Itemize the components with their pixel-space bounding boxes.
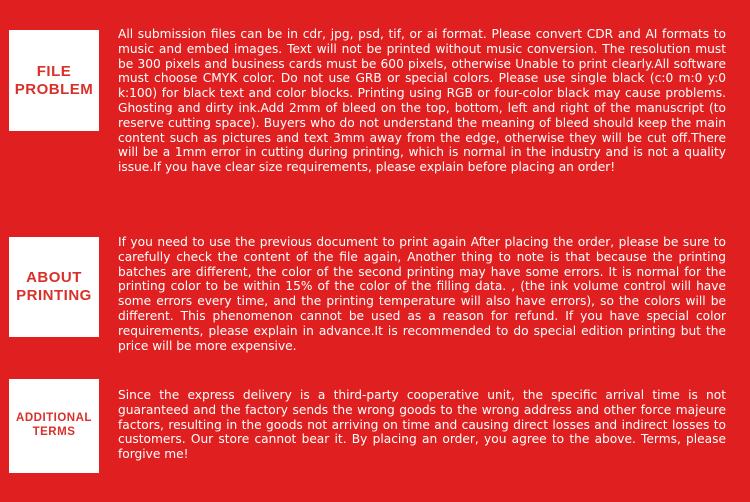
additional-terms-label-box: [9, 379, 99, 473]
about-printing-section: [0, 230, 750, 375]
file-problem-section: [0, 0, 750, 230]
about-printing-text: If you need to use the previous document to print again After placing the order, please be sure to carefully check the content of the file again, Another thing to note is that because the printing batches are different, the color of the second printing may have some errors. It is normal for the printing color to be within 15% of the color of the filling data. , (the ink volume control will have some errors every time, and the printing temperature will also have errors), so the colors will be different. This phenomenon cannot be used as a reason for refund. If you have special color requirements, please explain in advance.It is recommended to do special edition printing but the price will be more expensive.: [118, 235, 726, 353]
file-problem-label: [15, 63, 94, 99]
additional-terms-text: Since the express delivery is a third-party cooperative unit, the specific arrival time is not guaranteed and the factory sends the wrong goods to the wrong address and other force majeure factors, resulting in the goods not arriving on time and causing direct losses and indirect losses to customers. Our store cannot bear it. By placing an order, you agree to the above. Terms, please forgive me!: [118, 388, 726, 462]
label-line-1: ADDITIONAL: [16, 412, 92, 425]
file-problem-label-box: [9, 30, 99, 131]
label-line-2: TERMS: [32, 426, 76, 438]
additional-terms-section: [0, 375, 750, 502]
label-line-1: FILE: [36, 62, 72, 80]
label-line-2: PRINTING: [16, 287, 92, 304]
label-line-2: PROBLEM: [14, 80, 94, 98]
about-printing-label-box: [9, 237, 99, 337]
additional-terms-label: [16, 412, 92, 440]
file-problem-text: All submission files can be in cdr, jpg, psd, tif, or ai format. Please convert CDR and AI formats to music and embed images. Text will not be printed without music conversion. The resolution must be 300 pixels and business cards must be 600 pixels, otherwise Unable to print clearly.All software must choose CMYK color. Do not use GRB or special colors. Please use single black (c:0 m:0 y:0 k:100) for black text and color blocks. Printing using RGB or four-color black may cause problems. Ghosting and dirty ink.Add 2mm of bleed on the top, bottom, left and right of the manuscript (to reserve cutting space). Buyers who do not understand the meaning of bleed should keep the main content such as pictures and text 3mm away from the edge, otherwise they will be cut off.There will be a 1mm error in cutting during printing, which is normal in the industry and is not a quality issue.If you have clear size requirements, please explain before placing an order!: [118, 27, 726, 175]
about-printing-label: [16, 269, 92, 305]
label-line-1: ABOUT: [26, 269, 82, 286]
